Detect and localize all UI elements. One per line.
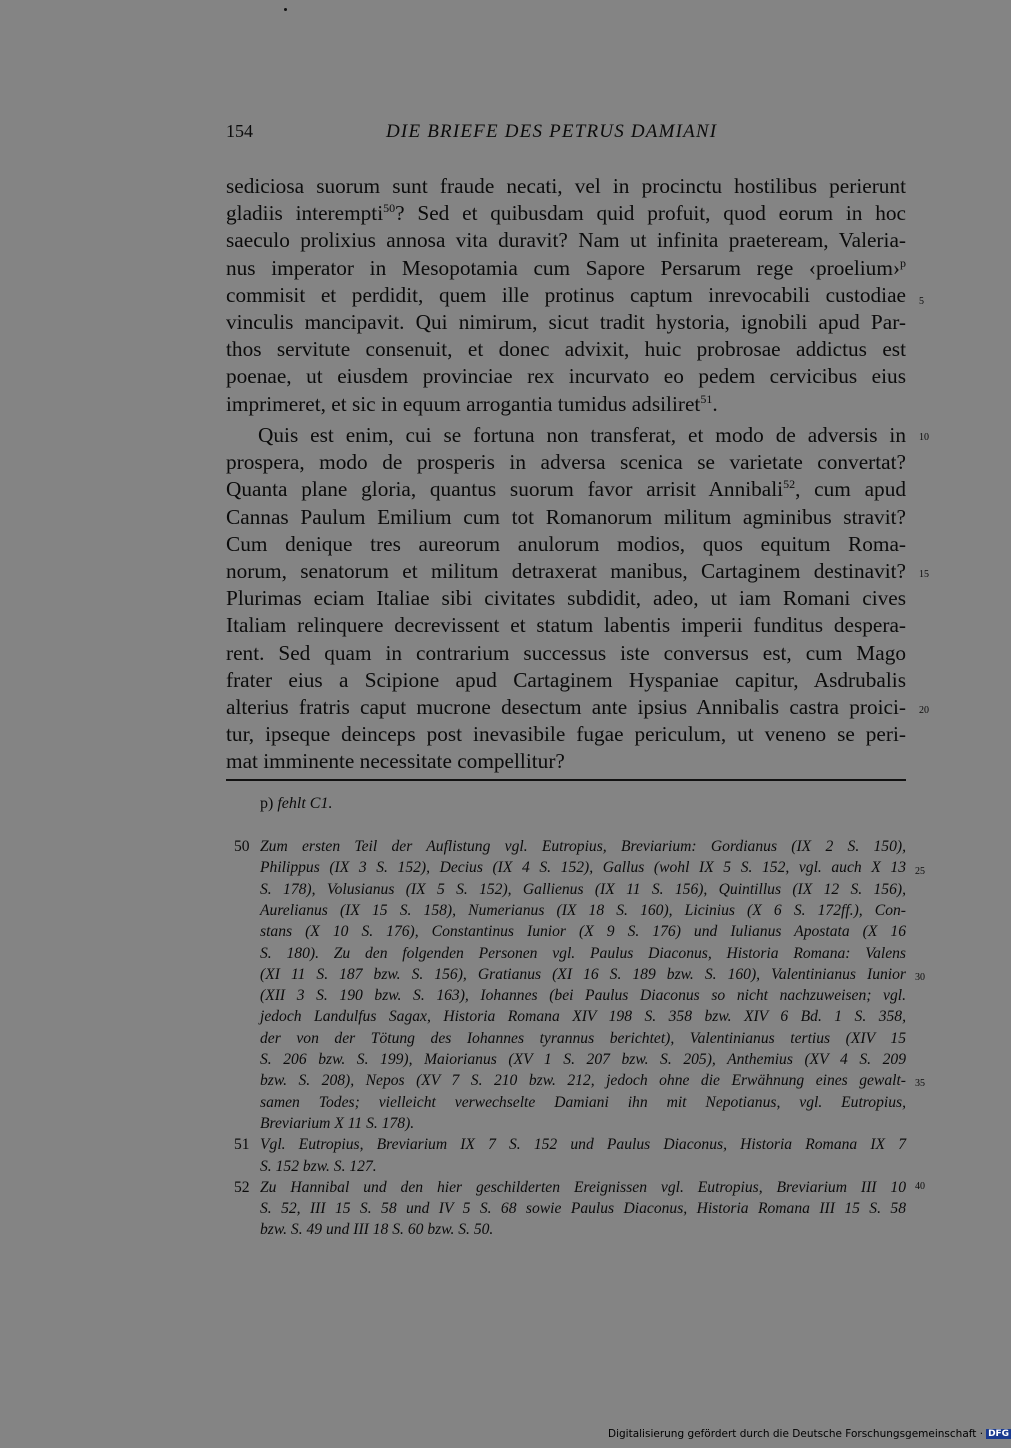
footnote-line: Zu Hannibal und den hier geschilderten Ereignissen vgl. Eutropius, Breviarium III 10 <box>260 1178 906 1196</box>
text-line: saeculo prolixius annosa vita duravit? Nam ut infinita praeteream, Valeria- <box>226 228 906 253</box>
footnote-line: jedoch Landulfus Sagax, Historia Romana XIV 198 S. 358 bzw. XIV 6 Bd. 1 S. 358, <box>260 1008 906 1026</box>
text-line: tur, ipseque deinceps post inevasibile fugae periculum, ut veneno se peri- <box>226 722 906 747</box>
text-line: imprimeret, et sic in equum arrogantia tumidus adsiliret$^{51}$. <box>226 391 718 416</box>
apparatus-text: fehlt C1. <box>277 795 333 812</box>
credit-text: Digitalisierung gefördert durch die Deutsche Forschungsgemeinschaft · <box>608 1428 984 1440</box>
footnote-line: der von der Tötung des Iohannes tyrannus berichtet), Valentinianus tertius (XIV 15 <box>260 1029 906 1047</box>
text-line: Cum denique tres aureorum anulorum modios, quos equitum Roma- <box>226 531 906 556</box>
footnote-line: stans (X 10 S. 176), Constantinus Iunior (X 9 S. 176) und Iulianus Apostata (X 16 <box>260 923 906 941</box>
text-line: mat imminente necessitate compellitur? <box>226 749 565 774</box>
footnote-line: S. 52, III 15 S. 58 und IV 5 S. 68 sowie Paulus Diaconus, Historia Romana III 15 S. 58 <box>260 1200 906 1218</box>
dfg-credit <box>608 1428 1011 1440</box>
footnote-line: S. 206 bzw. S. 199), Maiorianus (XV 1 S. 207 bzw. S. 205), Anthemius (XV 4 S. 209 <box>260 1051 906 1068</box>
footnote-line: Zum ersten Teil der Auflistung vgl. Eutropius, Breviarium: Gordianus (IX 2 S. 150), <box>260 838 906 855</box>
footnote-rule <box>226 779 906 781</box>
line-number: 15 <box>919 569 929 580</box>
line-number: 20 <box>919 705 929 716</box>
footnote-line: bzw. S. 208), Nepos (XV 7 S. 210 bzw. 212, jedoch ohne die Erwähnung eines gewalt- <box>260 1072 906 1090</box>
text-line: Quis est enim, cui se fortuna non transferat, et modo de adversis in <box>258 423 906 447</box>
text-line: nus imperator in Mesopotamia cum Sapore Persarum rege ‹proelium›$^p$ <box>226 255 906 280</box>
text-line: commisit et perdidit, quem ille protinus captum inrevocabili custodiae <box>226 282 906 307</box>
text-line: sediciosa suorum sunt fraude necati, vel in procinctu hostilibus perierunt <box>226 174 906 198</box>
footnote-line: Philippus (IX 3 S. 152), Decius (IX 4 S. 152), Gallus (wohl IX 5 S. 152, vgl. auch X 13 <box>260 859 906 877</box>
footnote-line: Breviarium X 11 S. 178). <box>260 1114 415 1132</box>
text-line: Plurimas eciam Italiae sibi civitates subdidit, adeo, ut iam Romani cives <box>226 586 906 611</box>
footnote-line: S. 152 bzw. S. 127. <box>260 1157 377 1175</box>
text-line: norum, senatorum et militum detraxerat manibus, Cartaginem destinavit? <box>226 559 906 583</box>
text-line: gladiis interempti$^{50}$? Sed et quibusdam quid profuit, quod eorum in hoc <box>226 201 907 226</box>
line-number: 40 <box>915 1181 925 1192</box>
footnote-number: 50 <box>234 838 250 855</box>
footnote-number: 52 <box>234 1178 250 1196</box>
line-number: 30 <box>915 972 925 983</box>
line-number: 5 <box>919 296 924 307</box>
footnote-line: bzw. S. 49 und III 18 S. 60 bzw. S. 50. <box>260 1221 494 1239</box>
text-line: vinculis mancipavit. Qui nimirum, sicut tradit hystoria, ignobili apud Par- <box>226 310 906 334</box>
footnote-line: S. 178), Volusianus (IX 5 S. 152), Gallienus (IX 11 S. 156), Quintillus (IX 12 S. 156), <box>260 880 906 898</box>
footnote-ref: 52 <box>783 477 796 492</box>
text-line: alterius fratris caput mucrone desectum ante ipsius Annibalis castra proici- <box>226 695 906 719</box>
text-line: thos servitute consenuit, et donec advixit, huic probrosae addictus est <box>226 337 906 362</box>
text-line: poenae, ut eiusdem provinciae rex incurvato eo pedem cervicibus eius <box>226 364 906 389</box>
footnote-number: 51 <box>234 1136 250 1154</box>
text-line: prospera, modo de prosperis in adversa scenica se varietate convertat? <box>226 450 906 475</box>
line-number: 25 <box>915 866 925 877</box>
footnote-line: Vgl. Eutropius, Breviarium IX 7 S. 152 und Paulus Diaconus, Historia Romana IX 7 <box>260 1136 906 1154</box>
apparatus-label: p) <box>260 795 274 812</box>
footnote-ref: 50 <box>383 201 396 216</box>
footnote-line: Aurelianus (IX 15 S. 158), Numerianus (IX 18 S. 160), Licinius (X 6 S. 172ff.), Con- <box>260 901 906 919</box>
line-number: 35 <box>915 1078 925 1089</box>
page-header <box>226 121 906 151</box>
footnote-line: S. 180). Zu den folgenden Personen vgl. Paulus Diaconus, Historia Romana: Valens <box>260 944 906 962</box>
text-line: Cannas Paulum Emilium cum tot Romanorum militum agminibus stravit? <box>226 504 906 529</box>
footnote-line: (XII 3 S. 190 bzw. S. 163), Iohannes (bei Paulus Diaconus so nicht nachzuweisen; vgl. <box>260 987 906 1005</box>
text-line: rent. Sed quam in contrarium successus iste conversus est, cum Mago <box>226 640 906 665</box>
page-number: 154 <box>226 121 253 141</box>
footnote-line: samen Todes; vielleicht verwechselte Damiani ihn mit Nepotianus, vgl. Eutropius, <box>260 1093 906 1111</box>
scan-speck <box>284 8 287 11</box>
dfg-logo: DFG <box>988 1429 1010 1439</box>
line-number: 10 <box>919 432 929 443</box>
apparatus-note <box>260 795 332 813</box>
running-title: DIE BRIEFE DES PETRUS DAMIANI <box>386 121 718 142</box>
footnote-line: (XI 11 S. 187 bzw. S. 156), Gratianus (XI 16 S. 189 bzw. S. 160), Valentinianus Iunior <box>260 965 906 983</box>
text-line: frater eius a Scipione apud Cartaginem Hyspaniae capitur, Asdrubalis <box>226 667 906 692</box>
footnote-ref: 51 <box>700 391 713 406</box>
text-line: Italiam relinquere decrevissent et statum labentis imperii funditus despera- <box>226 613 906 638</box>
text-line: Quanta plane gloria, quantus suorum favor arrisit Annibali$^{52}$, cum apud <box>226 477 906 502</box>
apparatus-ref: p <box>900 255 906 270</box>
